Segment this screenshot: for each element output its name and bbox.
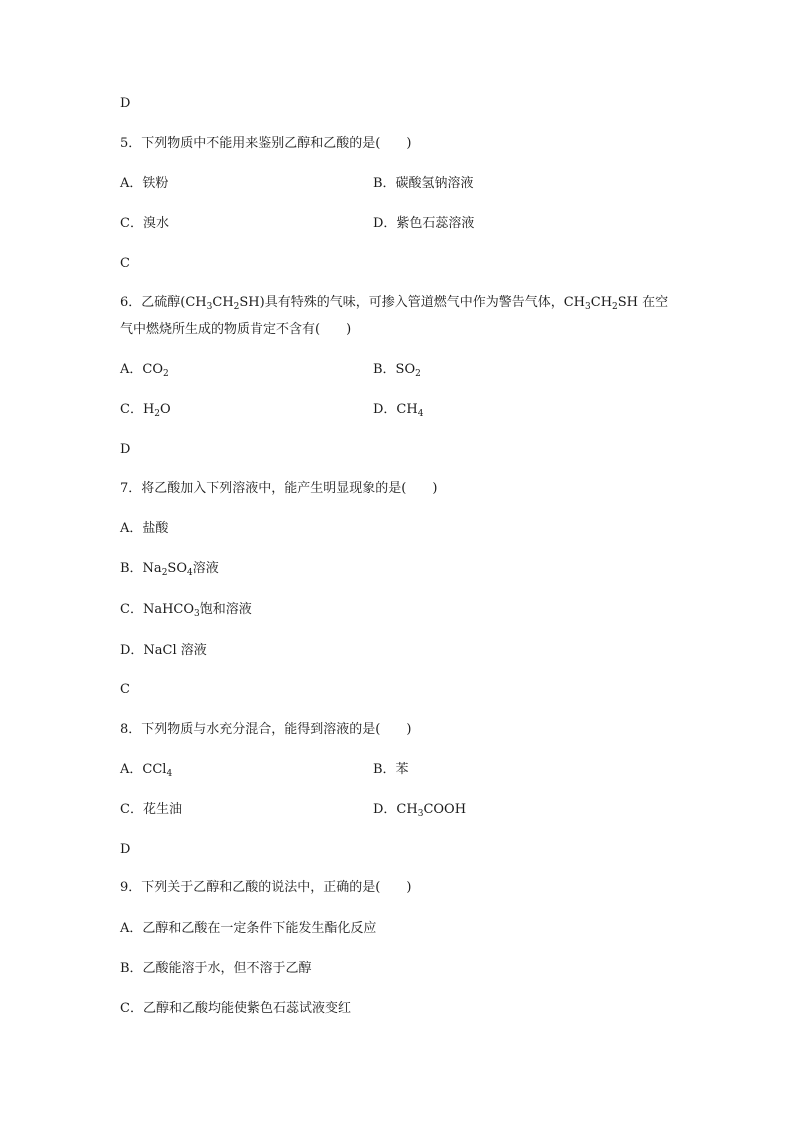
- q7-option-a: A．盐酸: [120, 521, 169, 536]
- q6-option-c: C．$H_2O$: [120, 402, 171, 419]
- q5-stem: 5．下列物质中不能用来鉴别乙醇和乙酸的是( ): [120, 136, 412, 151]
- q6-stem-line2: 气中燃烧所生成的物质肯定不含有( ): [120, 322, 352, 337]
- q7-stem: 7．将乙酸加入下列溶液中，能产生明显现象的是( ): [120, 481, 438, 496]
- q6-option-a: A．$CO_2$: [120, 362, 169, 379]
- q5-option-c: C．溴水: [120, 216, 169, 231]
- q8-stem: 8．下列物质与水充分混合，能得到溶液的是( ): [120, 722, 412, 737]
- q8-option-c: C．花生油: [120, 802, 182, 817]
- q5-option-b: B．碳酸氢钠溶液: [373, 176, 474, 191]
- q6-option-d: D．$CH_4$: [373, 402, 424, 419]
- q9-option-a: A．乙醇和乙酸在一定条件下能发生酯化反应: [120, 921, 377, 936]
- q9-stem: 9．下列关于乙醇和乙酸的说法中，正确的是( ): [120, 880, 412, 895]
- q7-option-c: C．NaHCO$_3$饱和溶液: [120, 602, 252, 619]
- q5-option-d: D．紫色石蕊溶液: [373, 216, 475, 231]
- q8-option-d: D．$CH_3COOH$: [373, 802, 467, 819]
- q8-option-b: B．苯: [373, 762, 409, 777]
- q5-option-a: A．铁粉: [120, 176, 169, 191]
- q7-answer: C: [120, 682, 130, 697]
- q8-option-a: A．CCl$_4$: [120, 762, 173, 779]
- q6-option-b: B．$SO_2$: [373, 362, 421, 379]
- q9-option-b: B．乙酸能溶于水，但不溶于乙醇: [120, 961, 312, 976]
- q9-option-c: C．乙醇和乙酸均能使紫色石蕊试液变红: [120, 1001, 351, 1016]
- q5-answer: C: [120, 256, 130, 271]
- q7-option-d: D．NaCl 溶液: [120, 643, 207, 658]
- q7-option-b: B．$Na_2SO_4$溶液: [120, 561, 219, 578]
- q6-stem-line1: 6．乙硫醇$(CH_3CH_2SH)$具有特殊的气味，可掺入管道燃气中作为警告气体，$CH_3CH_2SH$ 在空: [120, 295, 669, 312]
- q6-answer: D: [120, 442, 131, 457]
- q8-answer: D: [120, 842, 131, 857]
- q4-answer: D: [120, 96, 131, 111]
